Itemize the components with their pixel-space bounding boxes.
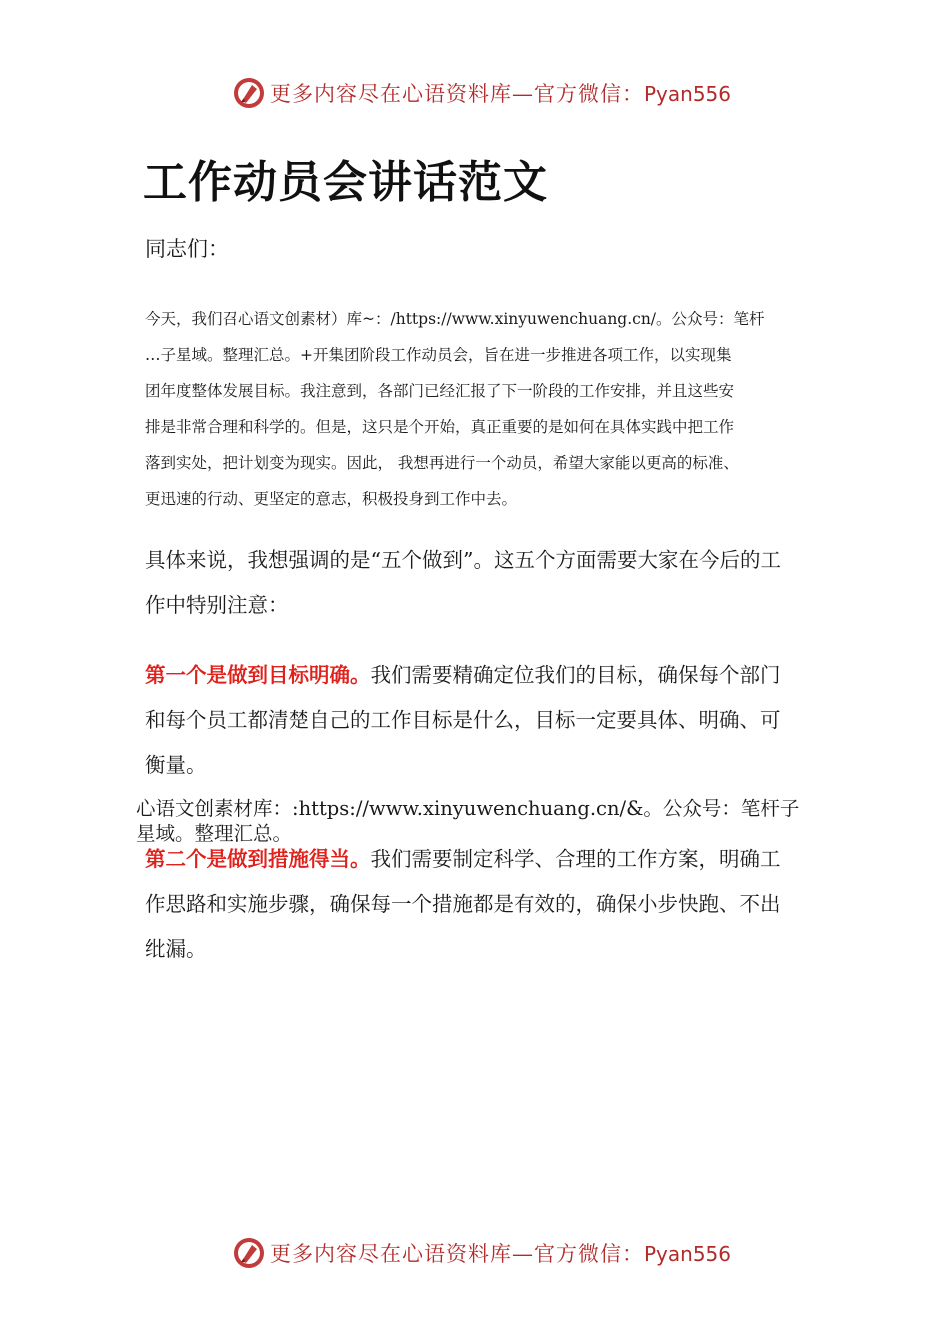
- intro-line: 作中特别注意：: [145, 593, 289, 617]
- point-two-line: 作思路和实施步骤，确保每一个措施都是有效的，确保小步快跑、不出: [145, 892, 781, 916]
- point-one-line: 和每个员工都清楚自己的工作目标是什么，目标一定要具体、明确、可: [145, 708, 781, 732]
- intro-paragraph: [145, 538, 825, 628]
- point-one-line: 我们需要精确定位我们的目标，确保每个部门: [370, 663, 781, 687]
- point-two-line: 我们需要制定科学、合理的工作方案，明确工: [370, 847, 781, 871]
- footer-text: 更多内容尽在心语资料库—官方微信：Pyan556: [270, 1242, 732, 1266]
- point-two-heading: 第二个是做到措施得当。: [145, 847, 371, 871]
- opening-paragraph: [145, 301, 825, 517]
- header-banner: [232, 73, 732, 113]
- opening-line: 落到实处，把计划变为现实。因此， 我想再进行一个动员，希望大家能以更高的标准、: [145, 454, 739, 472]
- opening-line: 排是非常合理和科学的。但是，这只是个开始，真正重要的是如何在具体实践中把工作: [145, 418, 735, 436]
- opening-line: …子星域。整理汇总。+开集团阶段工作动员会，旨在进一步推进各项工作，以实现集: [145, 346, 732, 364]
- opening-line: 更迅速的行动、更坚定的意志，积极投身到工作中去。: [145, 490, 518, 508]
- pen-nib-logo-icon: [232, 1236, 266, 1270]
- footer-wechat-id: Pyan556: [644, 1242, 732, 1266]
- source-note-line: 星域。整理汇总。: [136, 822, 293, 845]
- source-note-line: 心语文创素材库：:https://www.xinyuwenchuang.cn/&。公众号：笔杆子: [136, 797, 800, 820]
- point-two-paragraph: [145, 837, 825, 972]
- point-one-heading: 第一个是做到目标明确。: [145, 663, 371, 687]
- footer-banner: [232, 1233, 732, 1273]
- pen-nib-logo-icon: [232, 76, 266, 110]
- salutation: 同志们：: [145, 237, 229, 261]
- header-wechat-id: Pyan556: [644, 82, 732, 106]
- header-text: 更多内容尽在心语资料库—官方微信：Pyan556: [270, 82, 732, 106]
- page-title: 工作动员会讲话范文: [143, 157, 548, 208]
- point-one-line: 衡量。: [145, 753, 207, 777]
- opening-line: 今天，我们召心语文创素材）库~：/https://www.xinyuwenchuang.cn/。公众号：笔杆: [145, 310, 765, 328]
- opening-line: 团年度整体发展目标。我注意到，各部门已经汇报了下一阶段的工作安排，并且这些安: [145, 382, 735, 400]
- intro-line: 具体来说，我想强调的是“五个做到”。这五个方面需要大家在今后的工: [145, 548, 781, 572]
- point-one-paragraph: [145, 653, 825, 788]
- point-two-line: 纰漏。: [145, 937, 207, 961]
